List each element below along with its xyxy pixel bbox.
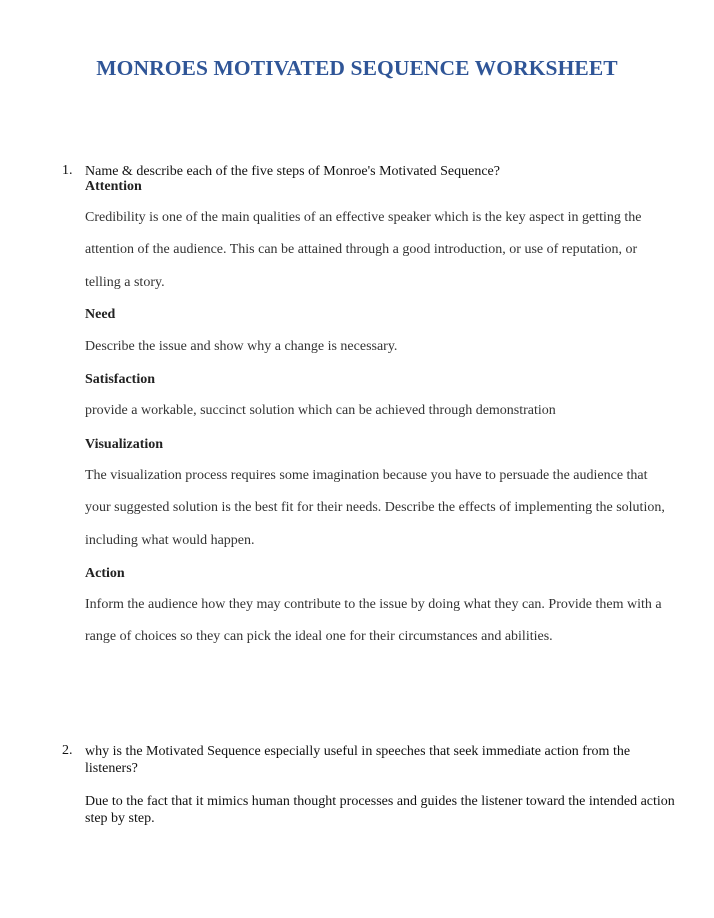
question-2-answer: Due to the fact that it mimics human thought processes and guides the listener toward the intended action step by step. — [85, 794, 675, 826]
step-need-title: Need — [85, 307, 116, 322]
step-visualization-description: The visualization process requires some imagination because you have to persuade the audience that your suggested solution is the best fit for their needs. Describe the effects of implementing the solution, including what would happen. — [85, 468, 665, 548]
step-satisfaction-description: provide a workable, succinct solution which can be achieved through demonstration — [85, 403, 556, 418]
step-attention-description: Credibility is one of the main qualities of an effective speaker which is the key aspect in getting the attention of the audience. This can be attained through a good introduction, or use of reputation, or telling a story. — [85, 210, 642, 290]
question-2-text: why is the Motivated Sequence especially useful in speeches that seek immediate action from the listeners? — [85, 744, 631, 776]
step-action-title: Action — [85, 566, 125, 581]
step-attention-title: Attention — [85, 179, 142, 194]
step-visualization-title: Visualization — [85, 437, 164, 452]
step-need-description: Describe the issue and show why a change is necessary. — [85, 339, 398, 354]
question-2-number: 2. — [62, 743, 73, 758]
question-1-text: Name & describe each of the five steps of Monroe's Motivated Sequence? — [85, 164, 500, 179]
question-1-number: 1. — [62, 163, 73, 178]
step-satisfaction-title: Satisfaction — [85, 372, 155, 387]
worksheet-title: MONROES MOTIVATED SEQUENCE WORKSHEET — [96, 56, 618, 80]
step-action-description: Inform the audience how they may contribute to the issue by doing what they can. Provide them with a range of choices so they can pick the ideal one for their circumstances and abilities. — [85, 597, 662, 645]
